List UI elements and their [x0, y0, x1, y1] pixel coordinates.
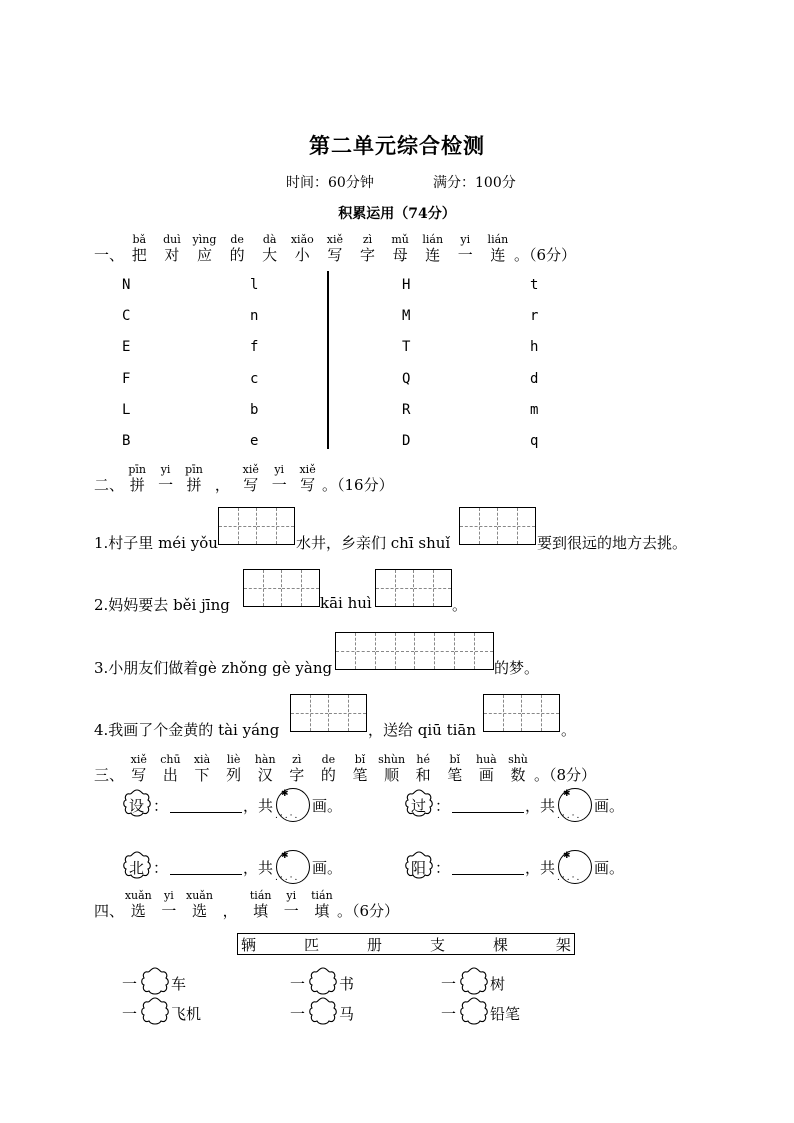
instruction-char: 字 [359, 246, 375, 264]
section-title: 积累运用（74分） [338, 206, 456, 222]
instruction-char: 应 [196, 246, 212, 264]
letter-item[interactable]: C [122, 308, 131, 325]
pinyin-label: yi [460, 233, 471, 246]
pinyin-label: pīn [128, 463, 147, 476]
pinyin-label: hé [416, 753, 430, 766]
yi-label: 一 [122, 975, 138, 993]
page-title: 第二单元综合检测 [309, 133, 485, 158]
word-option: 棵 [492, 935, 508, 954]
tianzige-box[interactable] [243, 569, 320, 607]
star-icon: ✱ [563, 789, 571, 799]
pinyin-label: xiě [326, 233, 343, 246]
pinyin-label: tián [311, 889, 333, 902]
instruction-char: 一 [161, 902, 177, 920]
letter-item[interactable]: b [250, 401, 259, 418]
word-option: 辆 [241, 935, 257, 954]
tianzige-box[interactable] [459, 507, 536, 545]
instruction-char: 出 [162, 766, 178, 784]
measure-word-blank[interactable] [459, 966, 489, 996]
pinyin-label: xiě [242, 463, 259, 476]
pinyin-label: shùn [378, 753, 406, 766]
full-score: 满分：100分 [433, 175, 516, 191]
letter-item[interactable]: H [402, 277, 411, 293]
pinyin-label: xuǎn [124, 889, 152, 902]
strokes-label: 画。 [312, 797, 343, 815]
instruction-char: 笔 [352, 766, 368, 784]
pinyin-label: xiě [130, 753, 147, 766]
stroke-order-blank[interactable] [170, 860, 242, 875]
letter-item[interactable]: Q [402, 370, 411, 387]
yi-label: 一 [290, 1005, 306, 1023]
pinyin-label: pīn [185, 463, 203, 476]
pinyin-label: zì [292, 753, 302, 766]
instruction-char: 填 [253, 902, 269, 920]
measure-word-blank[interactable] [308, 996, 338, 1026]
word-option: 架 [555, 935, 571, 954]
letter-item[interactable]: d [530, 370, 539, 387]
colon: ： [153, 859, 169, 877]
letter-item[interactable]: c [250, 370, 259, 387]
q3-score: 。（8分） [534, 766, 597, 784]
yi-label: 一 [290, 975, 306, 993]
instruction-char: 写 [131, 766, 147, 784]
noun-label: 树 [490, 975, 506, 993]
pinyin-label: yi [164, 889, 174, 902]
pinyin-label: yi [286, 889, 297, 902]
instruction-char: 汉 [257, 766, 273, 784]
target-character: 北 [129, 859, 145, 877]
measure-word-blank[interactable] [140, 996, 170, 1026]
star-icon: ✱ [563, 851, 571, 861]
pinyin-label: liè [226, 753, 241, 766]
letter-item[interactable]: M [402, 308, 411, 325]
star-icon: ✱ [281, 789, 289, 799]
word-option: 匹 [303, 935, 319, 954]
instruction-char: 写 [327, 246, 343, 264]
tianzige-box[interactable] [290, 694, 367, 732]
q2-line2-mid: kāi huì [320, 594, 372, 612]
instruction-char: 的 [229, 246, 245, 264]
pinyin-label: mǔ [391, 233, 409, 246]
instruction-char: 笔 [447, 766, 463, 784]
instruction-char: 拼 [186, 476, 202, 494]
dots-decoration: .·.·. [275, 811, 300, 821]
letter-item[interactable]: N [122, 277, 131, 293]
instruction-char: 填 [314, 902, 330, 920]
pinyin-label: chū [160, 753, 181, 766]
instruction-char: 大 [262, 246, 278, 264]
word-option: 册 [366, 935, 382, 954]
stroke-count-circle[interactable] [558, 850, 592, 884]
noun-label: 铅笔 [490, 1005, 521, 1023]
tianzige-box[interactable] [218, 507, 295, 545]
pinyin-label: bǐ [354, 753, 366, 766]
colon: ： [153, 797, 169, 815]
yi-label: 一 [441, 975, 457, 993]
colon: ： [435, 797, 451, 815]
q2-line3-end: 的梦。 [494, 659, 540, 677]
pinyin-label: shù [508, 753, 528, 766]
measure-word-blank[interactable] [308, 966, 338, 996]
q2-line1-end: 要到很远的地方去挑。 [537, 534, 688, 552]
letter-item[interactable]: F [122, 370, 131, 387]
q2-score: 。（16分） [322, 476, 394, 494]
instruction-char: 的 [320, 766, 336, 784]
instruction-char: 拼 [129, 476, 145, 494]
measure-word-blank[interactable] [140, 966, 170, 996]
letter-item[interactable]: q [530, 433, 539, 449]
dots-decoration: .·.·. [557, 873, 582, 883]
instruction-char: 一 [271, 476, 287, 494]
strokes-label: 画。 [594, 859, 625, 877]
yi-label: 一 [441, 1005, 457, 1023]
q2-line2-start: 2.妈妈要去 běi jīng [94, 596, 230, 614]
target-character: 阳 [411, 859, 427, 877]
noun-label: 车 [171, 975, 187, 993]
letter-item[interactable]: T [402, 339, 411, 356]
pinyin-label: yìng [192, 233, 217, 246]
total-label: ，共 [525, 859, 556, 877]
instruction-char: 对 [164, 246, 180, 264]
measure-word-bank [237, 933, 575, 955]
total-label: ，共 [525, 797, 556, 815]
q2-line1-start: 1.村子里 méi yǒu [94, 534, 218, 552]
colon: ： [435, 859, 451, 877]
instruction-char: ， [214, 476, 230, 494]
q4-number: 四、 [94, 902, 125, 920]
pinyin-label: xiě [299, 463, 316, 476]
instruction-char: 字 [289, 766, 305, 784]
instruction-char: 选 [130, 902, 146, 920]
pinyin-label: bǎ [132, 233, 147, 246]
pinyin-label: lián [487, 233, 509, 246]
total-label: ，共 [243, 859, 274, 877]
tianzige-box[interactable] [375, 569, 452, 607]
instruction-char: 写 [300, 476, 316, 494]
target-character: 设 [129, 797, 145, 815]
letter-item[interactable]: B [122, 433, 131, 449]
stroke-count-circle[interactable] [276, 850, 310, 884]
column-divider [327, 271, 329, 449]
letter-item[interactable]: r [530, 308, 539, 325]
q2-number: 二、 [94, 476, 125, 494]
letter-item[interactable]: n [250, 308, 259, 325]
time-limit: 时间：60分钟 [286, 175, 374, 191]
instruction-char: 和 [415, 766, 431, 784]
pinyin-label: tián [249, 889, 272, 902]
pinyin-label: de [321, 753, 336, 766]
q2-line2-end: 。 [452, 596, 468, 614]
instruction-char: 下 [194, 766, 210, 784]
pinyin-label: yi [274, 463, 285, 476]
q1-score: 。（6分） [514, 246, 577, 264]
strokes-label: 画。 [594, 797, 625, 815]
instruction-char: 数 [510, 766, 526, 784]
stroke-count-circle[interactable] [558, 788, 592, 822]
letter-item[interactable]: e [250, 433, 259, 449]
instruction-char: 写 [243, 476, 259, 494]
pinyin-label: dà [262, 233, 277, 246]
q2-line1-mid: 水井，乡亲们 chī shuǐ [296, 534, 451, 552]
pinyin-label: yi [160, 463, 171, 476]
noun-label: 书 [339, 975, 355, 993]
pinyin-label: de [230, 233, 244, 246]
target-character: 过 [411, 797, 427, 815]
letter-item[interactable]: l [250, 277, 259, 293]
dots-decoration: .·.·. [275, 873, 300, 883]
q2-line4-start: 4.我画了个金黄的 tài yáng [94, 721, 280, 739]
stroke-count-circle[interactable] [276, 788, 310, 822]
q2-line4-end: 。 [561, 721, 577, 739]
tianzige-box[interactable] [335, 632, 494, 670]
letter-item[interactable]: f [250, 339, 259, 356]
instruction-char: 选 [191, 902, 207, 920]
pinyin-label: bǐ [449, 753, 461, 766]
dots-decoration: .·.·. [557, 811, 582, 821]
star-icon: ✱ [281, 851, 289, 861]
instruction-char: 一 [283, 902, 299, 920]
instruction-char: 把 [131, 246, 147, 264]
instruction-char: 一 [457, 246, 473, 264]
pinyin-label: xuǎn [186, 889, 213, 902]
letter-item[interactable]: t [530, 277, 539, 293]
q4-score: 。（6分） [337, 902, 400, 920]
pinyin-label: xià [193, 753, 211, 766]
letter-item[interactable]: R [402, 401, 411, 418]
letter-item[interactable]: D [402, 433, 411, 449]
q2-line4-mid: ，送给 qiū tiān [368, 721, 477, 739]
instruction-char: 画 [478, 766, 494, 784]
strokes-label: 画。 [312, 859, 343, 877]
pinyin-label: xiǎo [290, 233, 314, 246]
stroke-order-blank[interactable] [452, 798, 524, 813]
pinyin-label: zì [362, 233, 373, 246]
q1-number: 一、 [94, 246, 125, 264]
measure-word-blank[interactable] [459, 996, 489, 1026]
instruction-char: 小 [294, 246, 310, 264]
instruction-char: 连 [425, 246, 441, 264]
noun-label: 飞机 [171, 1005, 202, 1023]
pinyin-label: duì [163, 233, 181, 246]
total-label: ，共 [243, 797, 274, 815]
instruction-char: 顺 [384, 766, 400, 784]
stroke-order-blank[interactable] [170, 798, 242, 813]
q2-line3-start: 3.小朋友们做着gè zhǒng gè yàng [94, 659, 333, 677]
letter-item[interactable]: E [122, 339, 131, 356]
stroke-order-blank[interactable] [452, 860, 524, 875]
instruction-char: 母 [392, 246, 408, 264]
instruction-char: 列 [226, 766, 242, 784]
instruction-char: 一 [158, 476, 174, 494]
q3-number: 三、 [94, 766, 125, 784]
tianzige-box[interactable] [483, 694, 560, 732]
instruction-char: 连 [490, 246, 506, 264]
yi-label: 一 [122, 1005, 138, 1023]
letter-item[interactable]: L [122, 401, 131, 418]
noun-label: 马 [339, 1005, 355, 1023]
instruction-char: ， [222, 902, 238, 920]
letter-item[interactable]: h [530, 339, 539, 356]
word-option: 支 [429, 935, 445, 954]
pinyin-label: lián [422, 233, 444, 246]
pinyin-label: hàn [254, 753, 276, 766]
pinyin-label: huà [476, 753, 497, 766]
letter-item[interactable]: m [530, 401, 539, 418]
